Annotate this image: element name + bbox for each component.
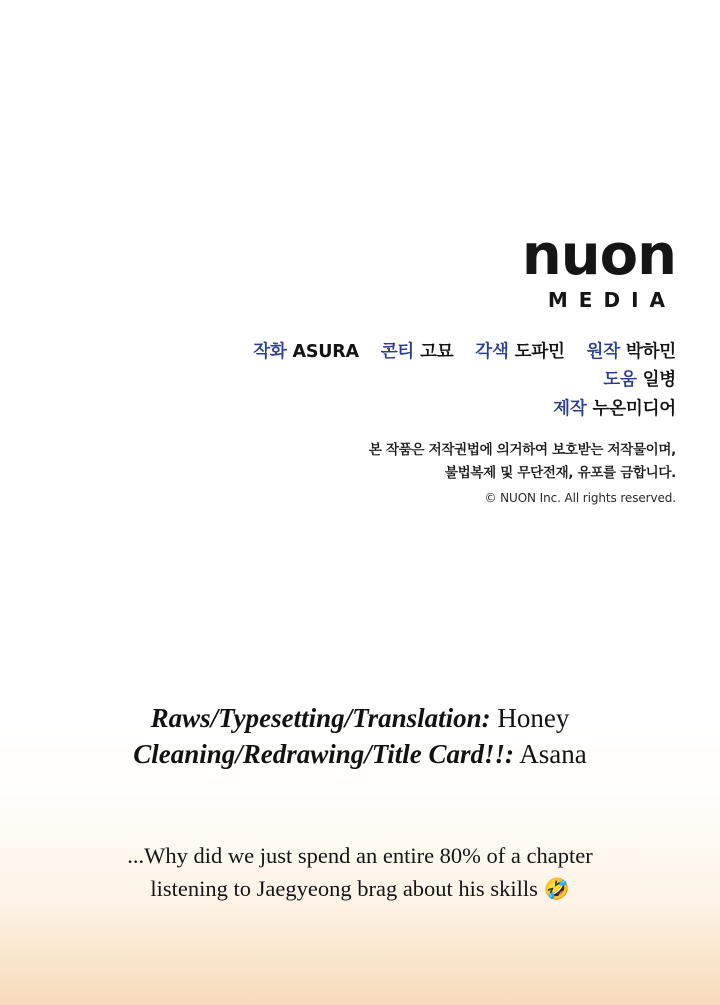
nuon-logo-wordmark: nuon bbox=[521, 223, 676, 288]
staff-role-storyboard: 콘티 bbox=[380, 342, 415, 362]
staff-role-art: 작화 bbox=[253, 342, 287, 362]
scanlation-role-1: Raws/Typesetting/Translation: bbox=[150, 703, 491, 733]
translator-note-line-1: ...Why did we just spend an entire 80% of a chapter bbox=[127, 843, 593, 868]
staff-role-production: 제작 bbox=[553, 398, 587, 419]
staff-line-3 bbox=[156, 395, 676, 423]
staff-role-adaptation: 각색 bbox=[475, 342, 509, 362]
staff-name-assist: 일병 bbox=[642, 370, 676, 391]
staff-role-assist: 도움 bbox=[603, 370, 637, 391]
translator-note-line-2-text: listening to Jaegyeong brag about his skills bbox=[150, 875, 538, 901]
copyright-line: © NUON Inc. All rights reserved. bbox=[484, 491, 676, 506]
staff-name-art: ASURA bbox=[292, 342, 359, 362]
staff-name-production: 누온미디어 bbox=[592, 398, 676, 419]
staff-name-original: 박하민 bbox=[625, 342, 676, 362]
staff-line-1 bbox=[156, 338, 676, 366]
staff-name-adaptation: 도파민 bbox=[514, 342, 565, 362]
legal-notice bbox=[156, 439, 676, 484]
scanlation-role-2: Cleaning/Redrawing/Title Card!!: bbox=[133, 739, 515, 770]
staff-name-storyboard: 고묘 bbox=[420, 342, 454, 362]
studio-credits-block bbox=[156, 223, 676, 506]
nuon-logo-subtitle: MEDIA bbox=[547, 288, 676, 312]
translator-note bbox=[0, 840, 720, 905]
staff-line-2 bbox=[156, 366, 676, 394]
scanlation-line-2 bbox=[0, 736, 720, 772]
nuon-logo bbox=[156, 223, 676, 312]
scanlation-credits-block bbox=[0, 700, 720, 772]
staff-role-original: 원작 bbox=[586, 342, 620, 362]
legal-notice-line-2: 불법복제 및 무단전재, 유포를 금합니다. bbox=[444, 464, 676, 481]
scanlation-line-1 bbox=[0, 700, 720, 736]
rolling-on-the-floor-laughing-icon: 🤣 bbox=[543, 876, 570, 901]
legal-notice-line-1: 본 작품은 저작권법에 의거하여 보호받는 저작물이며, bbox=[368, 442, 676, 459]
translator-note-line-2 bbox=[0, 873, 720, 906]
scanlation-person-1: Honey bbox=[497, 703, 570, 733]
scanlation-person-2: Asana bbox=[519, 739, 587, 770]
